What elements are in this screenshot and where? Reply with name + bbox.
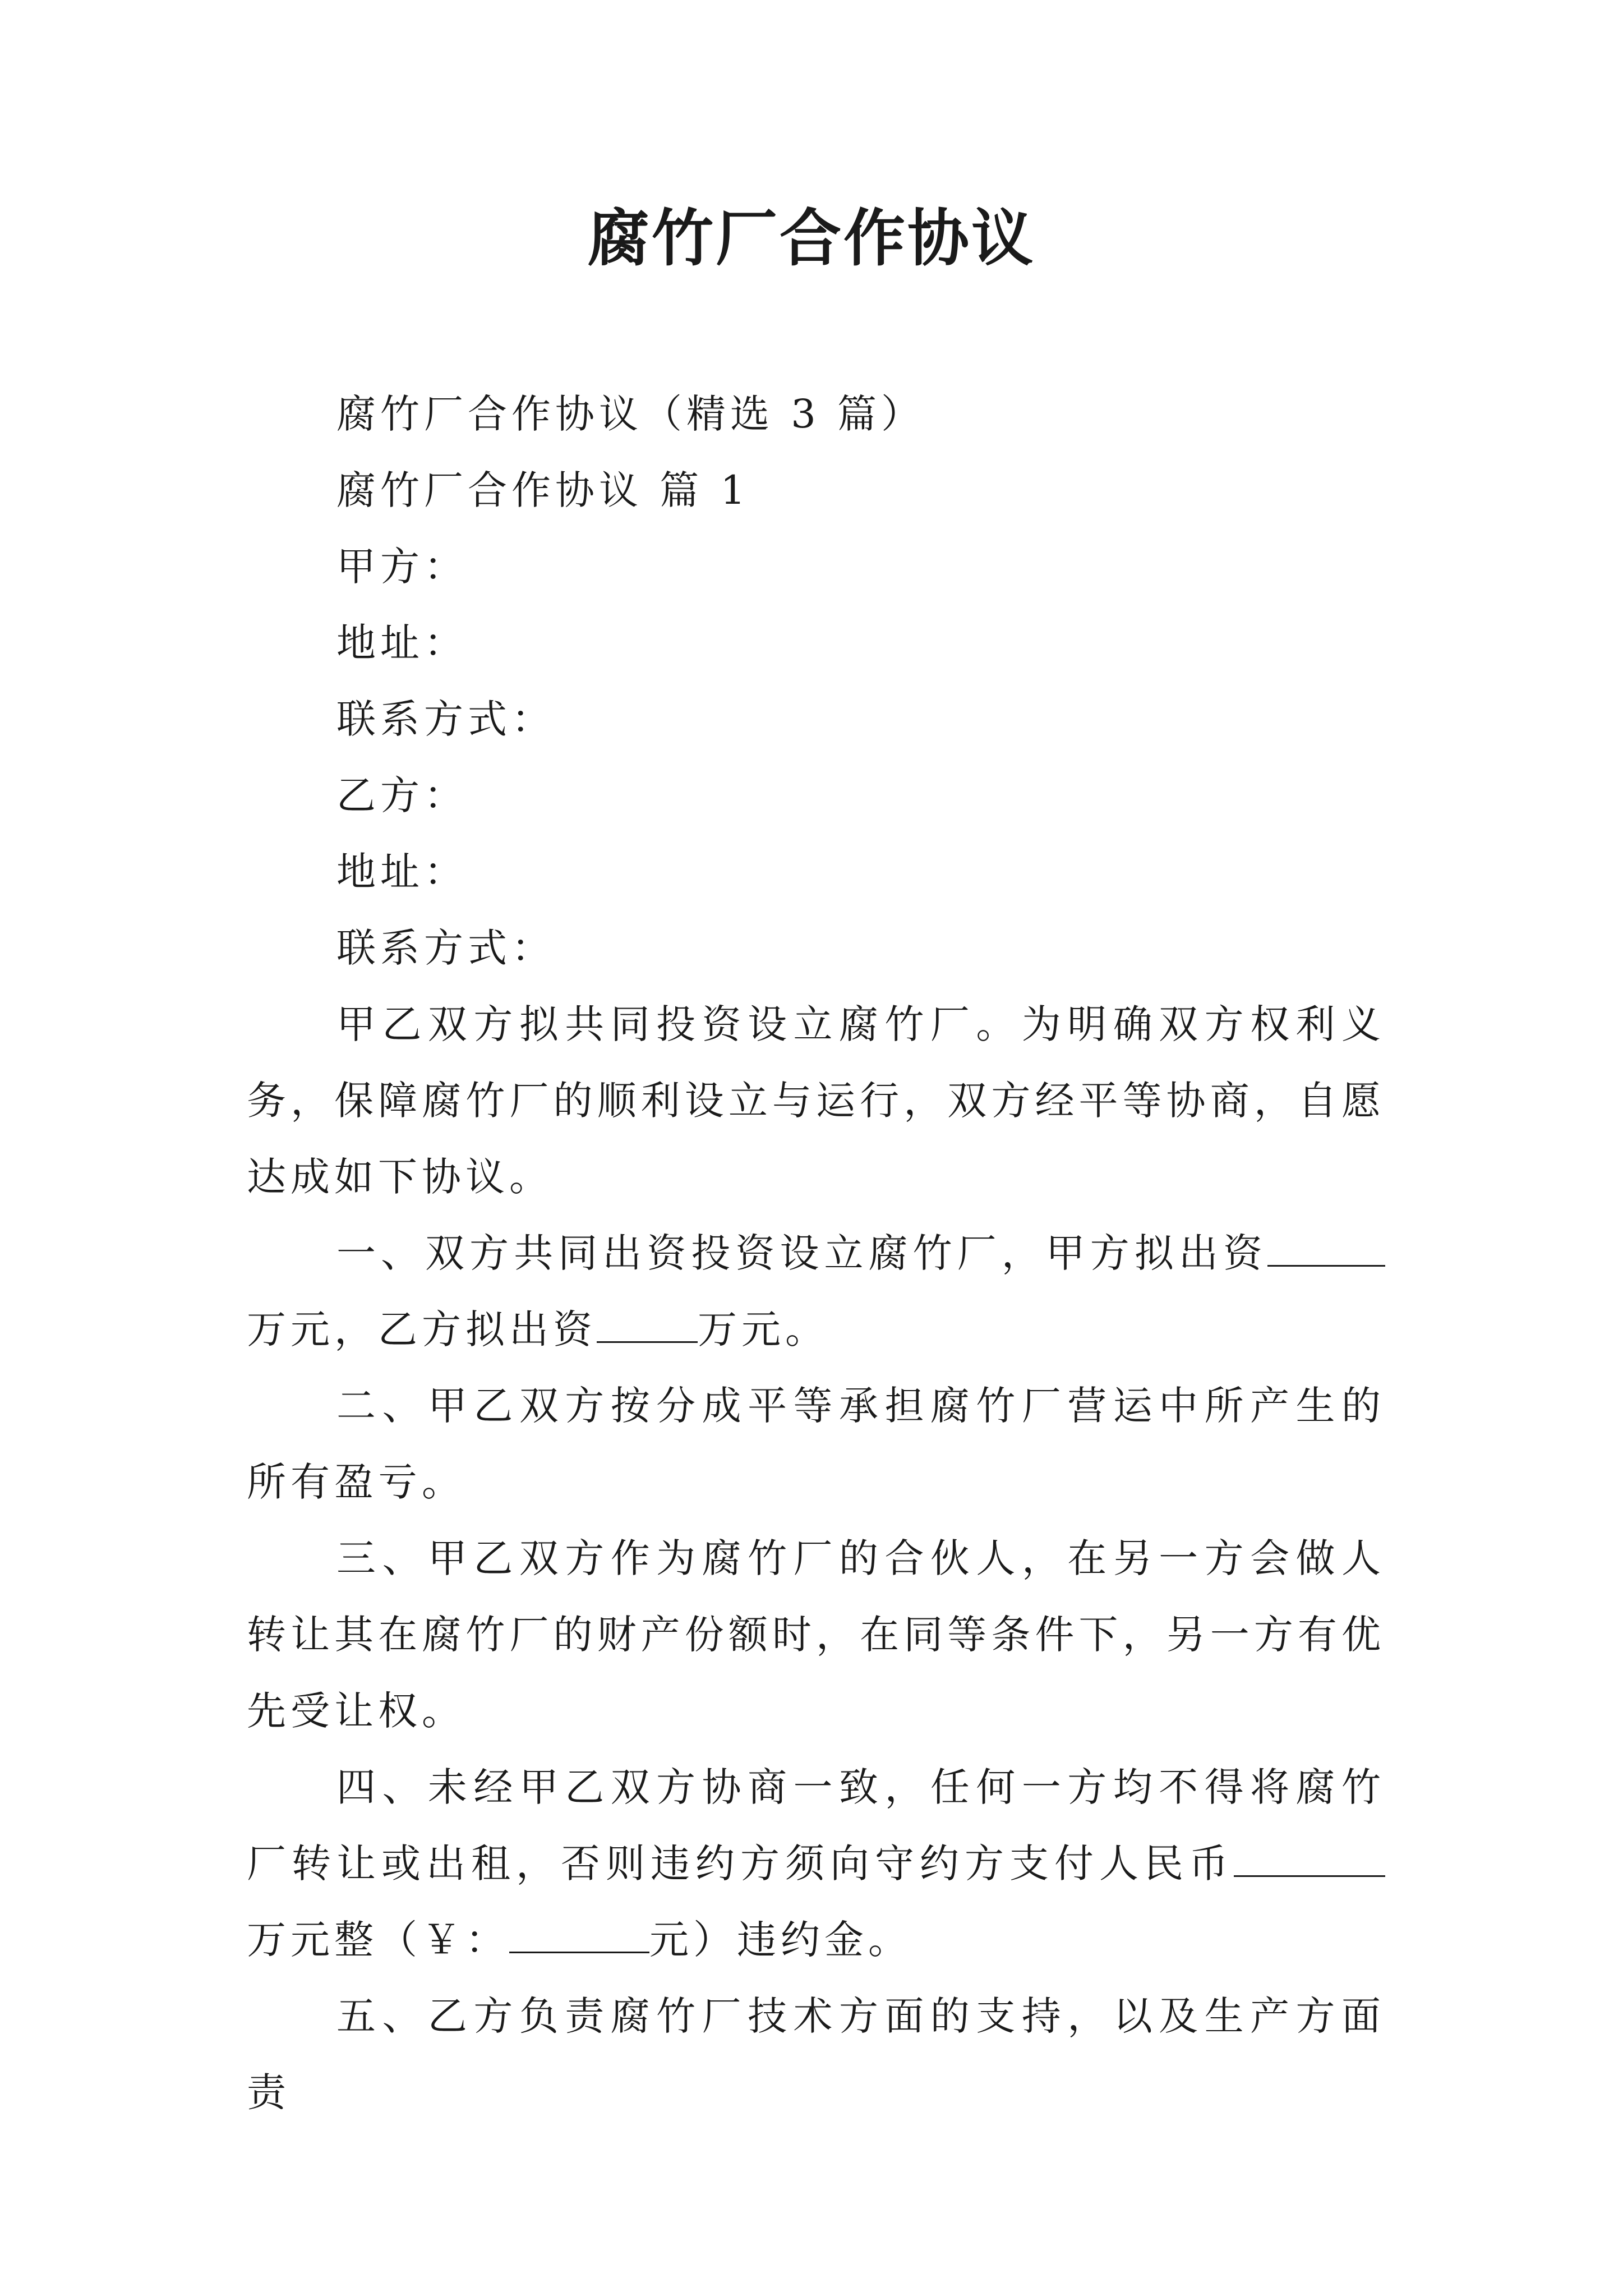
clause-5: 五、乙方负责腐竹厂技术方面的支持，以及生产方面责 [247,1993,1385,2115]
penalty-amount-blank [1234,1841,1385,1877]
penalty-yuan-blank [509,1917,649,1953]
party-a-contact-label: 联系方式： [336,696,555,742]
document-subtitle: 腐竹厂合作协议（精选 3 篇） [336,391,925,437]
party-b-label: 乙方： [336,772,468,818]
clause-1-text-a: 一、双方共同出资投资设立腐竹厂，甲方拟出资 [336,1230,1267,1276]
clause-4-text-a: 四、未经甲乙双方协商一致，任何一方均不得将腐竹厂转让或出租，否则违约方须向守约方支付人民币 [247,1764,1385,1887]
party-b-contact-label: 联系方式： [336,925,555,971]
clause-1-text-c: 万元。 [698,1306,829,1352]
clause-4-text-b: 万元整（￥： [247,1917,509,1963]
clause-2: 二、甲乙双方按分成平等承担腐竹厂营运中所产生的所有盈亏。 [247,1383,1385,1505]
document-body [247,376,1385,2131]
clause-3: 三、甲乙双方作为腐竹厂的合伙人，在另一方会做人转让其在腐竹厂的财产份额时，在同等条件下，另一方有优先受让权。 [247,1535,1385,1734]
clause-1 [247,1215,1385,1368]
party-a-label: 甲方： [336,544,468,590]
clause-4-text-c: 元）违约金。 [649,1917,912,1963]
clause-1-text-b: 万元，乙方拟出资 [247,1306,597,1352]
section-heading: 腐竹厂合作协议 篇 1 [336,467,750,513]
clause-4 [247,1749,1385,1978]
investment-a-blank [1267,1230,1385,1267]
document-title: 腐竹厂合作协议 [588,202,1035,274]
intro-paragraph: 甲乙双方拟共同投资设立腐竹厂。为明确双方权利义务，保障腐竹厂的顺利设立与运行，双方经平等协商，自愿达成如下协议。 [247,1001,1385,1200]
party-a-address-label: 地址： [336,620,468,666]
party-b-address-label: 地址： [336,849,468,895]
investment-b-blank [597,1306,698,1343]
